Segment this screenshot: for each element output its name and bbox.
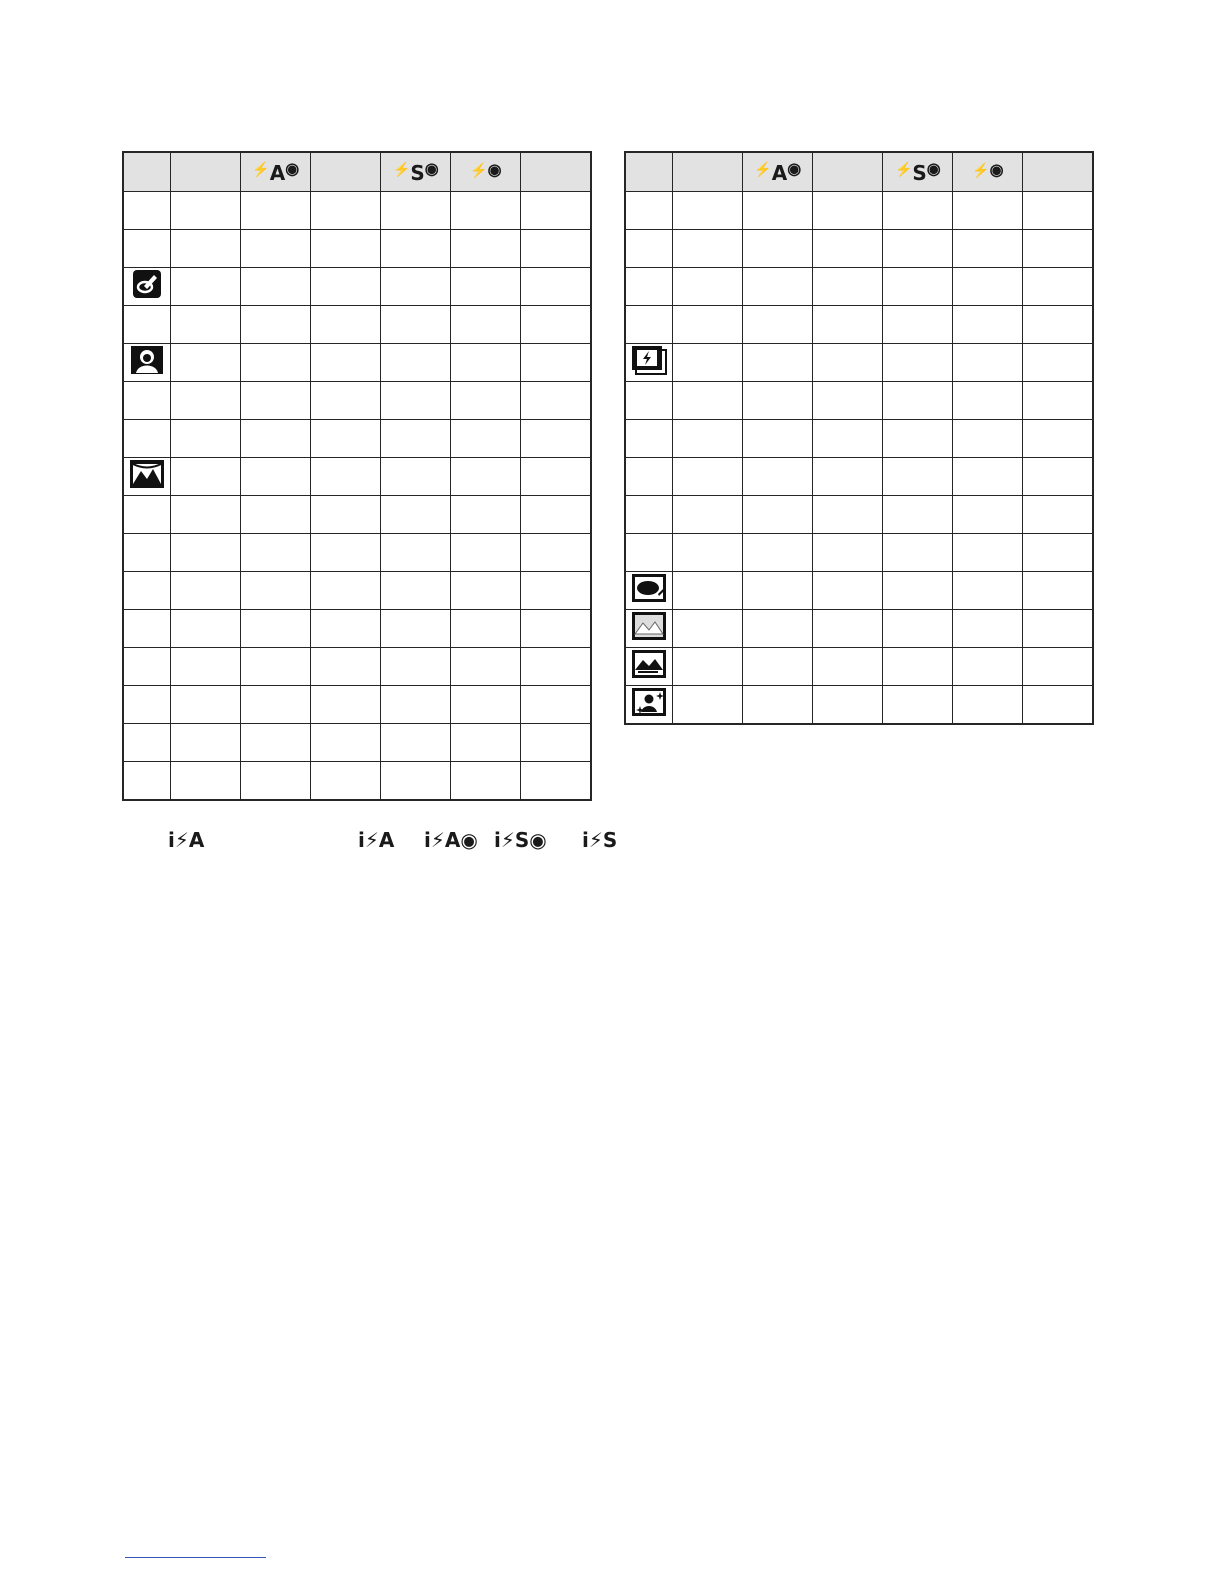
scene-mode-cell — [123, 458, 171, 496]
table-cell — [813, 458, 883, 496]
table-row — [625, 648, 1093, 686]
table-cell — [743, 686, 813, 725]
table-cell — [311, 648, 381, 686]
table-cell — [1023, 306, 1093, 344]
table-cell — [241, 496, 311, 534]
table-cell — [451, 458, 521, 496]
table-cell — [953, 572, 1023, 610]
table-cell — [953, 306, 1023, 344]
scene-mode-cell — [625, 610, 673, 648]
table-cell — [673, 610, 743, 648]
column-header-2 — [241, 152, 311, 192]
table-cell — [171, 648, 241, 686]
flash-mode-symbol — [754, 162, 801, 183]
footer-symbol-auto-redeye: i⚡A◉ — [424, 828, 478, 852]
scene-mode-cell — [123, 648, 171, 686]
table-cell — [381, 496, 451, 534]
table-cell — [311, 420, 381, 458]
table-cell — [311, 534, 381, 572]
table-cell — [813, 648, 883, 686]
table-cell — [171, 192, 241, 230]
table-cell — [451, 268, 521, 306]
table-cell — [381, 762, 451, 801]
flash-mode-letter: S — [912, 161, 927, 185]
table-row — [625, 572, 1093, 610]
table-cell — [673, 382, 743, 420]
table-row — [123, 344, 591, 382]
table-row — [625, 458, 1093, 496]
table-cell — [883, 382, 953, 420]
table-row — [123, 572, 591, 610]
flash-settings-table-left — [122, 151, 592, 801]
table-cell — [743, 344, 813, 382]
red-eye-icon: ◉ — [487, 162, 502, 179]
table-cell — [1023, 496, 1093, 534]
flash-bolt-icon: ⚡ — [754, 161, 772, 177]
scene-mode-cell — [123, 534, 171, 572]
table-cell — [883, 534, 953, 572]
table-cell — [311, 458, 381, 496]
table-cell — [381, 534, 451, 572]
table-cell — [883, 420, 953, 458]
table-cell — [451, 610, 521, 648]
footer-symbol-auto: i⚡A — [168, 828, 205, 852]
table-cell — [381, 610, 451, 648]
column-header-3 — [311, 152, 381, 192]
table-row — [625, 382, 1093, 420]
table-cell — [813, 686, 883, 725]
scene-mode-cell — [625, 306, 673, 344]
footer-symbol-slow-redeye: i⚡S◉ — [494, 828, 547, 852]
table-cell — [673, 534, 743, 572]
table-cell — [1023, 648, 1093, 686]
table-cell — [521, 420, 591, 458]
scene-mode-cell — [625, 496, 673, 534]
table-row — [625, 420, 1093, 458]
table-row — [625, 230, 1093, 268]
red-eye-icon: ◉ — [787, 161, 802, 178]
table-cell — [953, 534, 1023, 572]
portrait-face-icon — [130, 345, 164, 380]
table-cell — [813, 230, 883, 268]
footer-flash-symbols — [0, 828, 640, 858]
table-row — [123, 534, 591, 572]
table-row — [123, 724, 591, 762]
table-cell — [241, 572, 311, 610]
table-cell — [673, 458, 743, 496]
table-cell — [241, 268, 311, 306]
scene-mode-cell — [625, 420, 673, 458]
column-header-4 — [381, 152, 451, 192]
table-cell — [381, 306, 451, 344]
column-header-4 — [883, 152, 953, 192]
table-cell — [743, 230, 813, 268]
table-cell — [171, 572, 241, 610]
table-cell — [311, 724, 381, 762]
table-cell — [743, 458, 813, 496]
table-cell — [883, 686, 953, 725]
scene-mode-cell — [625, 192, 673, 230]
table-row — [625, 306, 1093, 344]
table-cell — [171, 534, 241, 572]
table-cell — [743, 306, 813, 344]
table-cell — [743, 572, 813, 610]
table-cell — [451, 724, 521, 762]
table-cell — [673, 496, 743, 534]
column-header-1 — [171, 152, 241, 192]
table-cell — [171, 610, 241, 648]
table-cell — [311, 496, 381, 534]
table-cell — [451, 306, 521, 344]
scene-mode-cell — [123, 306, 171, 344]
scene-mode-cell — [625, 686, 673, 725]
table-row — [123, 762, 591, 801]
table-cell — [171, 344, 241, 382]
table-cell — [953, 610, 1023, 648]
scene-mode-cell — [625, 230, 673, 268]
scene-mode-cell — [123, 382, 171, 420]
table-cell — [673, 230, 743, 268]
column-header-0 — [625, 152, 673, 192]
table-cell — [953, 420, 1023, 458]
table-cell — [241, 458, 311, 496]
scene-mode-cell — [625, 382, 673, 420]
table-cell — [1023, 382, 1093, 420]
table-cell — [241, 534, 311, 572]
table-cell — [813, 496, 883, 534]
table-row — [123, 610, 591, 648]
table-row — [123, 648, 591, 686]
table-cell — [521, 648, 591, 686]
scene-mode-cell — [625, 648, 673, 686]
table-cell — [311, 306, 381, 344]
table-cell — [1023, 686, 1093, 725]
flash-mode-symbol — [470, 163, 501, 180]
table-header-row — [625, 152, 1093, 192]
table-cell — [743, 420, 813, 458]
scene-mode-cell — [123, 420, 171, 458]
table-cell — [241, 344, 311, 382]
table-cell — [521, 458, 591, 496]
flash-bolt-icon: ⚡ — [894, 161, 913, 177]
table-cell — [743, 382, 813, 420]
table-header-row — [123, 152, 591, 192]
red-eye-icon: ◉ — [926, 161, 941, 178]
table-cell — [171, 724, 241, 762]
table-cell — [171, 230, 241, 268]
table-cell — [521, 344, 591, 382]
table-cell — [673, 648, 743, 686]
table-cell — [743, 610, 813, 648]
table-cell — [953, 458, 1023, 496]
column-header-5 — [953, 152, 1023, 192]
table-cell — [451, 230, 521, 268]
table-cell — [521, 686, 591, 724]
table-cell — [241, 306, 311, 344]
table-cell — [311, 572, 381, 610]
scene-mode-cell — [625, 458, 673, 496]
oval-frame-edit-icon — [630, 572, 668, 609]
table-cell — [381, 648, 451, 686]
table-cell — [743, 648, 813, 686]
table-cell — [883, 192, 953, 230]
table-cell — [813, 344, 883, 382]
table-cell — [883, 458, 953, 496]
flash-bolt-icon: ⚡ — [470, 162, 488, 178]
table-row — [123, 268, 591, 306]
table-cell — [451, 420, 521, 458]
table-cell — [381, 382, 451, 420]
red-eye-icon: ◉ — [285, 161, 300, 178]
table-cell — [171, 268, 241, 306]
column-header-1 — [673, 152, 743, 192]
table-cell — [673, 306, 743, 344]
table-cell — [521, 306, 591, 344]
table-cell — [883, 496, 953, 534]
table-cell — [813, 572, 883, 610]
table-cell — [521, 762, 591, 801]
table-cell — [521, 610, 591, 648]
table-cell — [241, 610, 311, 648]
scene-mode-cell — [625, 268, 673, 306]
table-cell — [241, 420, 311, 458]
table-cell — [521, 382, 591, 420]
table-cell — [883, 344, 953, 382]
scene-mode-cell — [123, 268, 171, 306]
table-cell — [451, 382, 521, 420]
table-cell — [451, 762, 521, 801]
table-cell — [883, 572, 953, 610]
table-cell — [171, 686, 241, 724]
table-cell — [673, 420, 743, 458]
flash-bolt-icon: ⚡ — [972, 162, 990, 178]
table-cell — [241, 762, 311, 801]
column-header-6 — [1023, 152, 1093, 192]
table-cell — [381, 458, 451, 496]
scene-mode-cell — [123, 610, 171, 648]
scene-mode-cell — [123, 762, 171, 801]
landscape-frame-edit-icon — [630, 610, 668, 647]
table-cell — [381, 572, 451, 610]
portrait-sparkle-frame-icon — [630, 686, 668, 723]
table-cell — [953, 382, 1023, 420]
table-cell — [381, 192, 451, 230]
table-cell — [1023, 610, 1093, 648]
table-cell — [381, 268, 451, 306]
table-cell — [1023, 230, 1093, 268]
column-header-3 — [813, 152, 883, 192]
scene-mode-cell — [123, 724, 171, 762]
table-cell — [813, 420, 883, 458]
table-row — [123, 192, 591, 230]
table-cell — [521, 268, 591, 306]
scene-mode-cell — [123, 192, 171, 230]
table-cell — [171, 306, 241, 344]
makeup-brush-icon — [132, 269, 162, 304]
table-cell — [311, 344, 381, 382]
flash-mode-symbol — [393, 162, 439, 183]
flash-mode-symbol — [895, 162, 941, 183]
table-cell — [813, 534, 883, 572]
table-cell — [521, 534, 591, 572]
table-cell — [381, 230, 451, 268]
table-cell — [311, 268, 381, 306]
table-cell — [673, 192, 743, 230]
table-row — [123, 420, 591, 458]
table-cell — [241, 724, 311, 762]
scenery-frame-edit-icon — [630, 648, 668, 685]
table-cell — [953, 648, 1023, 686]
table-cell — [451, 192, 521, 230]
scene-mode-cell — [625, 572, 673, 610]
scene-mode-cell — [625, 534, 673, 572]
table-cell — [241, 648, 311, 686]
column-header-2 — [743, 152, 813, 192]
table-cell — [953, 230, 1023, 268]
table-cell — [883, 230, 953, 268]
table-cell — [171, 420, 241, 458]
table-cell — [451, 496, 521, 534]
table-cell — [813, 382, 883, 420]
footnote-rule — [125, 1557, 266, 1558]
table-cell — [813, 306, 883, 344]
table-row — [625, 610, 1093, 648]
column-header-5 — [451, 152, 521, 192]
table-cell — [381, 344, 451, 382]
table-cell — [673, 268, 743, 306]
table-cell — [381, 420, 451, 458]
footer-symbol-slow: i⚡S — [582, 828, 618, 852]
table-cell — [381, 686, 451, 724]
red-eye-icon: ◉ — [424, 161, 439, 178]
table-cell — [241, 382, 311, 420]
table-row — [123, 496, 591, 534]
table-row — [123, 382, 591, 420]
table-cell — [813, 610, 883, 648]
table-row — [625, 268, 1093, 306]
table-cell — [743, 496, 813, 534]
table-row — [123, 458, 591, 496]
table-cell — [883, 610, 953, 648]
scene-mode-cell — [123, 344, 171, 382]
table-cell — [451, 686, 521, 724]
table-cell — [883, 648, 953, 686]
table-row — [625, 344, 1093, 382]
table-cell — [311, 230, 381, 268]
flash-mode-symbol — [252, 162, 299, 183]
table-cell — [241, 192, 311, 230]
flash-mode-letter: A — [771, 161, 788, 185]
table-row — [123, 230, 591, 268]
table-cell — [521, 192, 591, 230]
table-row — [625, 534, 1093, 572]
table-cell — [311, 382, 381, 420]
table-row — [123, 306, 591, 344]
table-cell — [953, 686, 1023, 725]
table-cell — [451, 572, 521, 610]
table-cell — [1023, 572, 1093, 610]
table-cell — [743, 534, 813, 572]
table-cell — [171, 496, 241, 534]
table-cell — [673, 344, 743, 382]
table-cell — [1023, 458, 1093, 496]
scene-mode-cell — [123, 572, 171, 610]
table-cell — [883, 268, 953, 306]
table-cell — [1023, 192, 1093, 230]
table-cell — [171, 382, 241, 420]
scene-mode-cell — [625, 344, 673, 382]
table-cell — [451, 534, 521, 572]
table-cell — [883, 306, 953, 344]
column-header-0 — [123, 152, 171, 192]
table-cell — [743, 268, 813, 306]
flash-bolt-icon: ⚡ — [252, 161, 270, 177]
red-eye-icon: ◉ — [989, 162, 1004, 179]
table-cell — [171, 762, 241, 801]
scene-mode-cell — [123, 230, 171, 268]
table-row — [625, 496, 1093, 534]
table-cell — [241, 230, 311, 268]
table-cell — [451, 344, 521, 382]
table-row — [625, 192, 1093, 230]
table-cell — [521, 496, 591, 534]
flash-mode-letter: A — [269, 161, 286, 185]
table-cell — [1023, 420, 1093, 458]
table-cell — [521, 230, 591, 268]
flash-burst-icon — [630, 344, 668, 381]
flash-mode-symbol — [972, 163, 1003, 180]
scene-mode-cell — [123, 496, 171, 534]
table-cell — [953, 496, 1023, 534]
table-cell — [311, 192, 381, 230]
panorama-scene-icon — [129, 459, 165, 494]
table-cell — [451, 648, 521, 686]
column-header-6 — [521, 152, 591, 192]
table-row — [625, 686, 1093, 725]
table-cell — [1023, 344, 1093, 382]
table-cell — [521, 724, 591, 762]
table-cell — [953, 192, 1023, 230]
table-cell — [953, 344, 1023, 382]
table-cell — [673, 686, 743, 725]
table-cell — [673, 572, 743, 610]
scene-mode-cell — [123, 686, 171, 724]
table-cell — [521, 572, 591, 610]
table-cell — [743, 192, 813, 230]
table-cell — [311, 610, 381, 648]
footer-symbol-auto-2: i⚡A — [358, 828, 395, 852]
table-cell — [381, 724, 451, 762]
flash-mode-letter: S — [410, 161, 425, 185]
table-cell — [953, 268, 1023, 306]
flash-settings-table-right — [624, 151, 1094, 725]
table-cell — [311, 762, 381, 801]
table-cell — [171, 458, 241, 496]
table-cell — [813, 268, 883, 306]
table-cell — [241, 686, 311, 724]
table-row — [123, 686, 591, 724]
table-cell — [1023, 534, 1093, 572]
table-cell — [1023, 268, 1093, 306]
table-cell — [813, 192, 883, 230]
table-cell — [311, 686, 381, 724]
flash-bolt-icon: ⚡ — [392, 161, 411, 177]
